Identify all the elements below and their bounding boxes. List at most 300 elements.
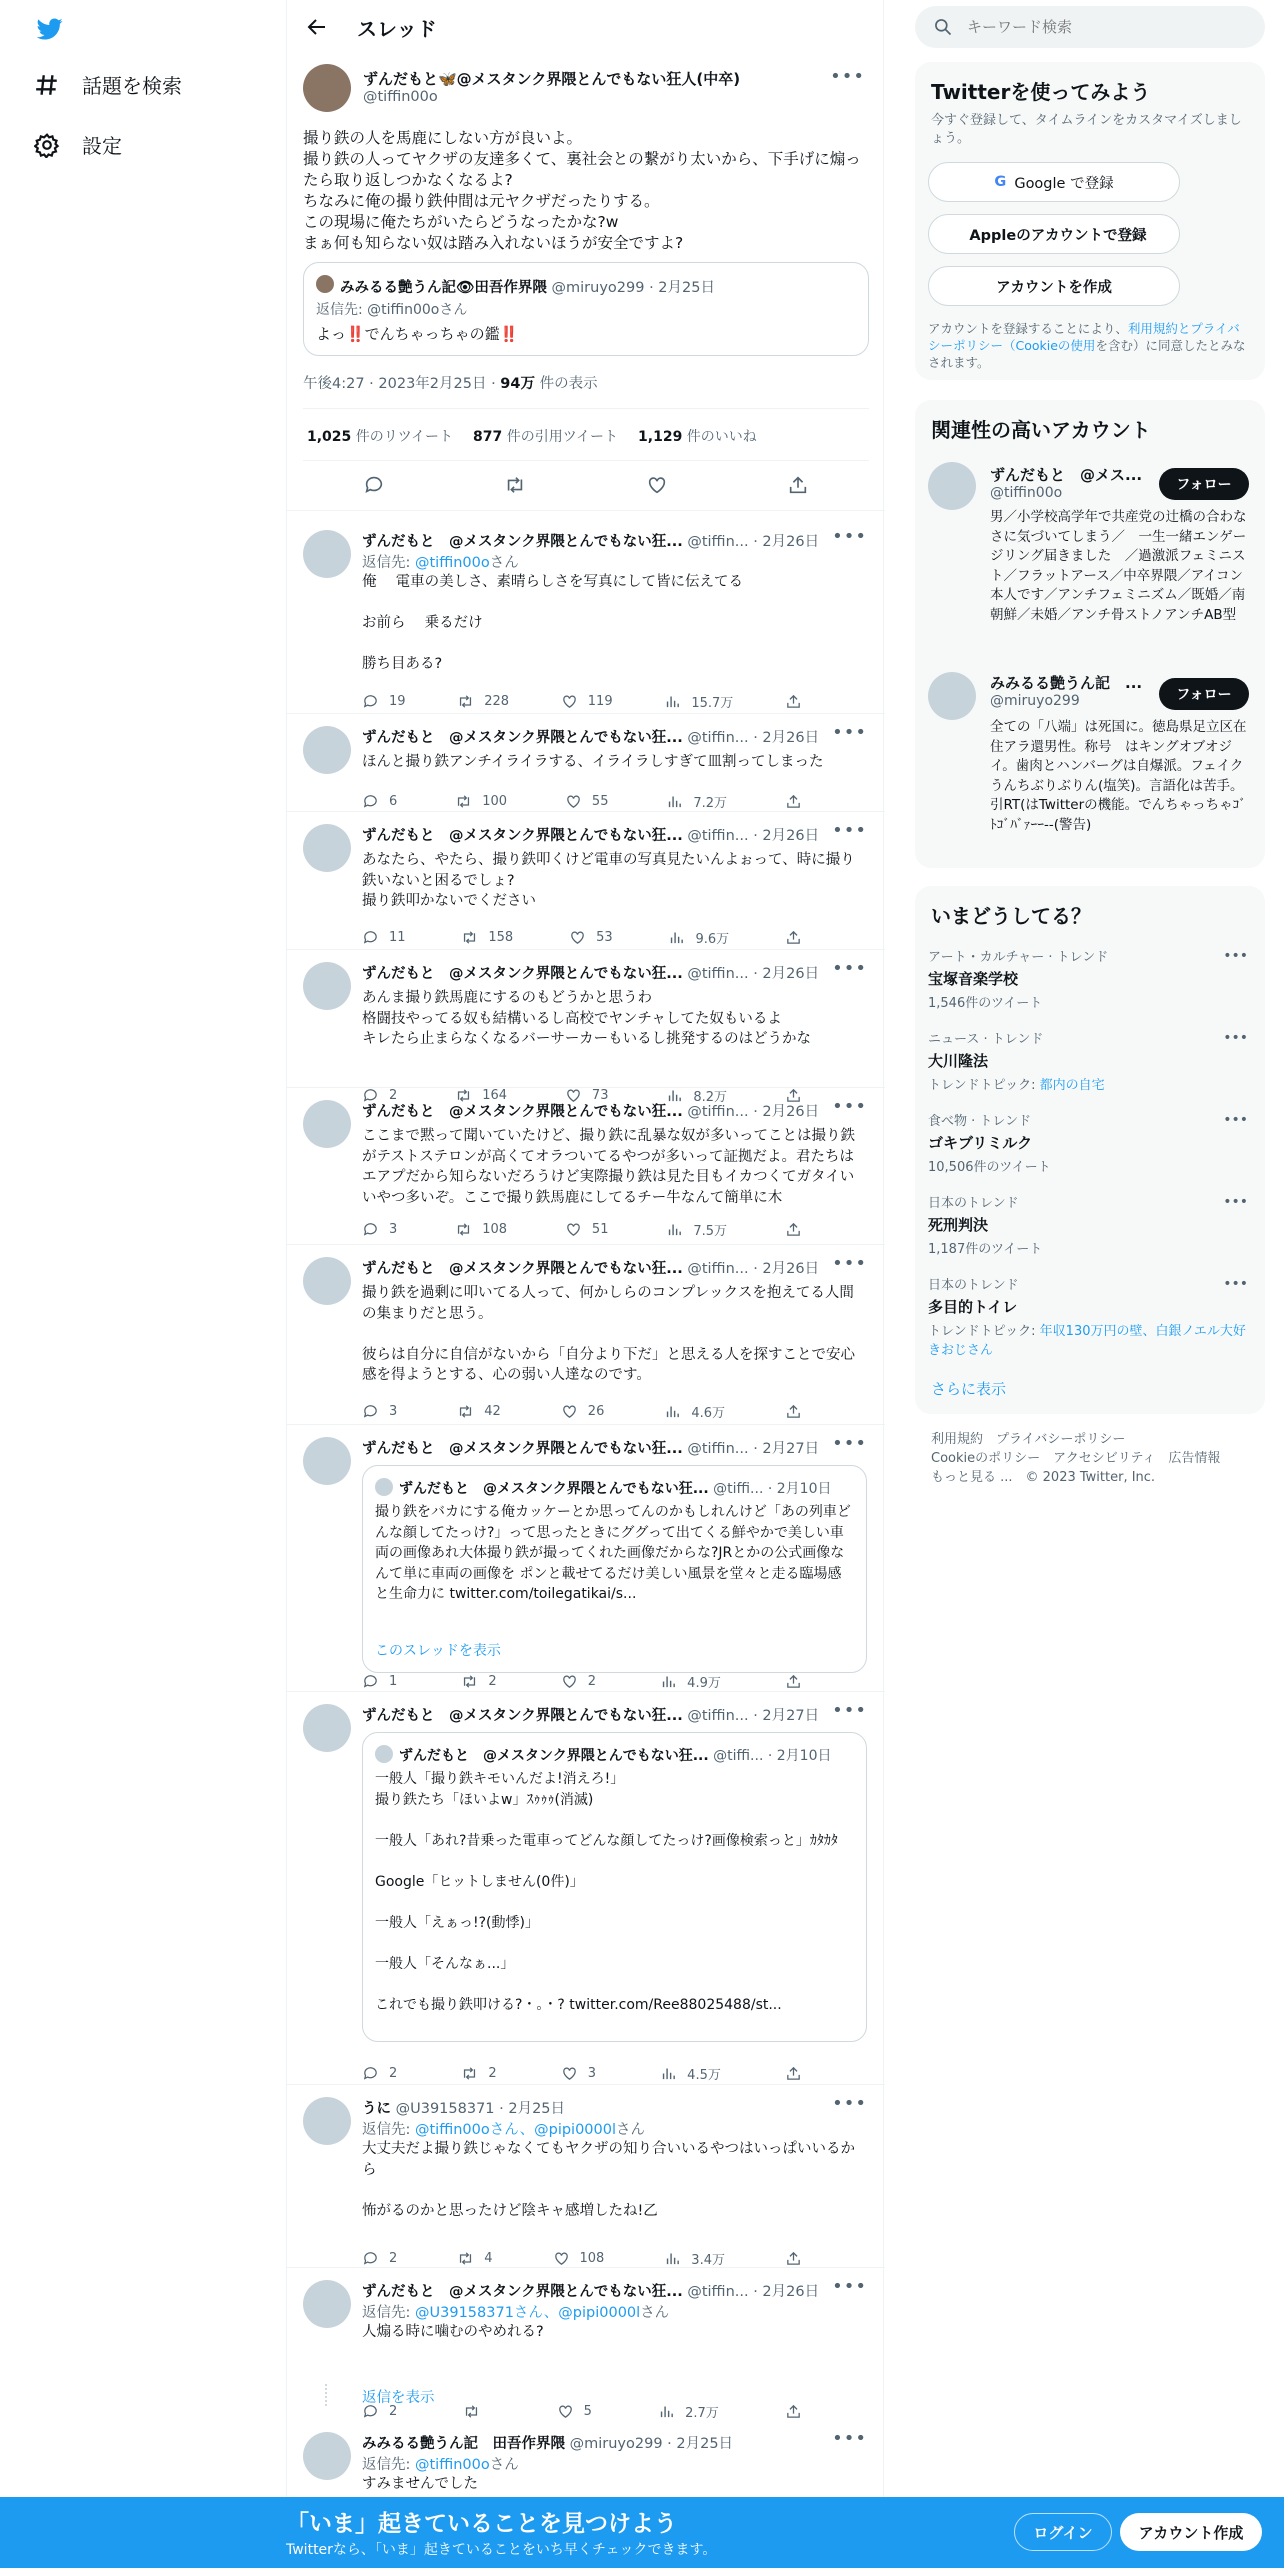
reply-header xyxy=(362,2432,832,2453)
reply-to xyxy=(362,551,519,572)
legal-link[interactable]: 利用規約とプライバシーポリシー（Cookieの使用 xyxy=(928,321,1240,353)
signup-panel xyxy=(915,62,1265,380)
views-icon xyxy=(658,2403,675,2420)
divider xyxy=(303,460,869,461)
more-icon[interactable]: ••• xyxy=(832,1253,867,1274)
retweet-icon[interactable] xyxy=(504,474,526,496)
like-button[interactable] xyxy=(561,2064,596,2083)
signup-button[interactable]: アカウント作成 xyxy=(1120,2513,1262,2551)
avatar[interactable] xyxy=(303,1100,351,1148)
like-button[interactable] xyxy=(561,692,613,711)
reply-count: 2 xyxy=(389,2404,398,2419)
trend-name: ゴキブリミルク xyxy=(928,1134,1033,1152)
signup-legal xyxy=(928,320,1248,371)
like-button[interactable] xyxy=(561,1402,605,1421)
reply-date[interactable]: · 2月26日 xyxy=(753,534,820,550)
trend-meta xyxy=(928,1238,1248,1257)
account-name[interactable]: みみるる艶うん記 ... xyxy=(990,674,1143,692)
like-stat[interactable] xyxy=(638,426,757,446)
avatar[interactable] xyxy=(303,824,351,872)
more-icon[interactable]: ••• xyxy=(832,722,867,743)
more-icon[interactable]: ••• xyxy=(832,958,867,979)
views-icon xyxy=(664,1403,681,1420)
more-icon[interactable]: ••• xyxy=(832,2276,867,2297)
reply-to-prefix: 返信先: xyxy=(362,2305,415,2321)
reply-actions xyxy=(362,928,802,947)
retweet-button[interactable] xyxy=(457,2249,492,2268)
quote-author-handle: @tiffi... xyxy=(713,1748,764,1764)
reply-header xyxy=(362,1704,832,1725)
views-icon xyxy=(660,1673,677,1690)
search-input[interactable] xyxy=(967,18,1247,36)
retweet-count: 2 xyxy=(488,1674,497,1689)
retweet-button[interactable] xyxy=(457,1402,501,1421)
views-count: 4.9万 xyxy=(687,1676,721,1691)
quote-header xyxy=(340,276,715,297)
reply-text: 俺 電車の美しさ、素晴らしさを写真にして皆に伝えてる お前ら 乗るだけ 勝ち目ある? xyxy=(362,574,744,672)
reply-count: 11 xyxy=(389,930,406,945)
avatar[interactable] xyxy=(928,462,976,510)
share-icon xyxy=(785,1403,802,1420)
like-icon[interactable] xyxy=(646,474,668,496)
views-icon xyxy=(664,693,681,710)
reply-author-name[interactable]: ずんだもと @メスタンク界隈とんでもない狂... xyxy=(362,966,683,982)
search-icon xyxy=(933,17,953,37)
tweet-timestamp[interactable] xyxy=(303,372,598,393)
apple-signup-label: Appleのアカウントで登録 xyxy=(969,227,1147,244)
trend-item[interactable] xyxy=(928,1110,1248,1175)
views-button[interactable] xyxy=(664,1402,725,1421)
avatar[interactable] xyxy=(303,2097,351,2145)
trend-item[interactable] xyxy=(928,1028,1248,1093)
more-icon[interactable]: ••• xyxy=(1223,948,1248,964)
trend-item[interactable] xyxy=(928,1192,1248,1257)
share-icon[interactable] xyxy=(787,474,809,496)
quote-date: · 2月25日 xyxy=(649,280,715,296)
views-count: 15.7万 xyxy=(691,696,734,711)
retweet-button[interactable] xyxy=(463,2402,490,2421)
quote-text: よっ‼️でんちゃっちゃの鑑‼️ xyxy=(316,325,519,343)
retweet-icon xyxy=(455,793,472,810)
reply-header xyxy=(362,726,832,747)
reply-author-handle: @tiffin... xyxy=(687,1261,749,1277)
reply-to-link[interactable]: @U39158371さん、@pipi0000l xyxy=(415,2305,641,2321)
trend-meta-text: 1,187件のツイート xyxy=(928,1242,1043,1257)
reply-icon xyxy=(362,929,379,946)
apple-signup-button[interactable] xyxy=(928,214,1180,254)
retweet-count: 158 xyxy=(488,930,514,945)
avatar[interactable] xyxy=(303,1437,351,1485)
reply-button[interactable] xyxy=(362,2249,397,2268)
retweet-label: 件のリツイート xyxy=(351,429,454,445)
more-icon[interactable]: ••• xyxy=(832,1700,867,1721)
reply-to xyxy=(362,2301,669,2322)
like-button[interactable] xyxy=(561,1672,596,1691)
share-button[interactable] xyxy=(785,792,802,811)
quote-avatar xyxy=(375,1478,393,1496)
reply-date[interactable]: · 2月26日 xyxy=(753,966,820,982)
like-count: 5 xyxy=(583,2404,592,2419)
views-button[interactable] xyxy=(658,2402,719,2421)
like-count: 1,129 xyxy=(638,429,683,445)
reply-actions xyxy=(362,692,802,711)
reply-text: ほんと撮り鉄アンチイライラする、イライラしすぎて皿割ってしまった xyxy=(362,754,824,770)
relevant-accounts-panel xyxy=(915,400,1265,868)
reply-tweet[interactable] xyxy=(287,2268,885,2420)
reply-author-handle: @tiffin... xyxy=(687,828,749,844)
reply-button[interactable] xyxy=(362,2064,397,2083)
views-count: 94万 xyxy=(500,376,535,392)
quote-header xyxy=(399,1745,854,1765)
views-icon xyxy=(668,929,685,946)
quote-label: 件の引用ツイート xyxy=(502,429,619,445)
share-icon xyxy=(785,1221,802,1238)
like-count: 26 xyxy=(587,1404,605,1419)
reply-date[interactable]: · 2月26日 xyxy=(753,2284,820,2300)
avatar[interactable] xyxy=(303,530,351,578)
views-button[interactable] xyxy=(666,1220,727,1239)
reply-actions xyxy=(362,1402,802,1421)
reply-button[interactable] xyxy=(362,1672,397,1691)
like-button[interactable] xyxy=(565,1220,609,1239)
trend-name: 死刑判決 xyxy=(928,1216,989,1234)
views-button[interactable] xyxy=(664,2249,725,2268)
like-count: 3 xyxy=(587,2066,597,2081)
reply-text: ここまで黙って聞いていたけど、撮り鉄に乱暴な奴が多いってことは撮り鉄がテストステロンが高くてオラついてるやつが多いって証拠だよ。君たちはエアプだから知らないだろうけど実際撮り鉄は見た目もイカつくてガタイいいやつ多いぞ。ここで撮り鉄馬鹿にしてるチー牛なんて簡単に木 xyxy=(362,1128,855,1206)
like-icon xyxy=(565,793,582,810)
retweet-icon xyxy=(455,1221,472,1238)
like-icon xyxy=(561,1403,578,1420)
avatar[interactable] xyxy=(303,64,351,112)
search-box[interactable] xyxy=(915,6,1265,48)
create-account-label: アカウントを作成 xyxy=(996,279,1112,296)
share-icon xyxy=(785,929,802,946)
share-icon xyxy=(785,693,802,710)
reply-author-name[interactable]: ずんだもと @メスタンク界隈とんでもない狂... xyxy=(362,828,683,844)
thread-line xyxy=(325,2384,327,2406)
reply-count: 1 xyxy=(389,1674,398,1689)
reply-header xyxy=(362,530,832,551)
reply-header xyxy=(362,824,832,845)
more-icon[interactable]: ••• xyxy=(1223,1276,1248,1292)
left-nav xyxy=(0,0,286,2568)
tweet-actions xyxy=(303,474,869,496)
create-account-button[interactable] xyxy=(928,266,1180,306)
footer-line[interactable]: 利用規約 プライバシーポリシー xyxy=(931,1432,1126,1447)
show-more-link[interactable]: さらに表示 xyxy=(931,1380,1007,1398)
quote-author-name: ずんだもと @メスタンク界隈とんでもない狂... xyxy=(399,1481,709,1497)
show-replies-link[interactable]: 返信を表示 xyxy=(362,2390,435,2406)
reply-to xyxy=(362,2453,519,2474)
show-thread-link[interactable]: このスレッドを表示 xyxy=(375,1643,501,1659)
views-icon xyxy=(664,2250,681,2267)
reply-icon xyxy=(362,2250,379,2267)
quote-stat[interactable] xyxy=(473,426,618,446)
reply-actions xyxy=(362,1672,802,1691)
follow-button[interactable]: フォロー xyxy=(1159,468,1249,500)
trend-topic-link[interactable]: 都内の自宅 xyxy=(1039,1078,1105,1093)
avatar[interactable] xyxy=(303,962,351,1010)
trend-name: 宝塚音楽学校 xyxy=(928,970,1019,988)
reply-actions xyxy=(362,1220,802,1239)
reply-author-handle: @tiffin... xyxy=(687,2284,749,2300)
retweet-count: 108 xyxy=(482,1222,508,1237)
reply-tweet[interactable] xyxy=(287,1088,885,1245)
reply-date[interactable]: · 2月27日 xyxy=(753,1441,820,1457)
reply-date[interactable]: · 2月26日 xyxy=(753,828,820,844)
trend-topic-link[interactable]: 年収130万円の壁、白銀ノエル大好きおじさん xyxy=(928,1324,1246,1358)
retweet-button[interactable] xyxy=(455,1220,507,1239)
views-count: 7.2万 xyxy=(693,796,728,811)
more-icon[interactable]: ••• xyxy=(830,66,865,87)
retweet-button[interactable] xyxy=(455,792,507,811)
thread-header xyxy=(287,0,885,54)
retweet-icon xyxy=(457,693,474,710)
reply-button[interactable] xyxy=(362,1220,397,1239)
views-label: 件の表示 xyxy=(534,376,598,392)
retweet-icon xyxy=(461,1673,478,1690)
reply-date[interactable]: · 2月25日 xyxy=(499,2101,566,2117)
nav-settings-label: 設定 xyxy=(82,134,122,158)
relevant-title: 関連性の高いアカウント xyxy=(931,418,1151,442)
account-bio: 男／小学校高学年で共産党の辻橋の合わなさに気づいてしまう／ 一生一緒エンゲージリング届きました ／過激派フェミニスト／フラットアース／中卒界隈／アイコン本人です／アンチフェミニズム／既婚／南朝鮮／未婚／アンチ骨ストノアンチAB型 xyxy=(990,509,1247,623)
reply-actions xyxy=(362,2249,802,2268)
nav-explore[interactable] xyxy=(34,70,182,99)
like-count: 108 xyxy=(579,2251,605,2266)
reply-author-name[interactable]: ずんだもと @メスタンク界隈とんでもない狂... xyxy=(362,1441,683,1457)
retweet-icon xyxy=(463,2403,480,2420)
reply-author-name[interactable]: ずんだもと @メスタンク界隈とんでもない狂... xyxy=(362,730,683,746)
retweet-button[interactable] xyxy=(457,692,509,711)
views-button[interactable] xyxy=(668,928,729,947)
divider xyxy=(303,408,869,409)
account-name[interactable]: ずんだもと @メス... xyxy=(990,466,1143,484)
legal-text: アカウントを登録することにより、 xyxy=(928,321,1128,336)
reply-header xyxy=(362,2097,832,2118)
reply-header xyxy=(362,1257,832,1278)
back-arrow-icon[interactable] xyxy=(305,15,329,39)
quote-text: 一般人「撮り鉄キモいんだよ!消えろ!」 撮り鉄たち「ほいよw」ｽｩｩｩ(消滅) 一般人「あれ?昔乗った電車ってどんな顔してたっけ?画像検索っと」ｶﾀｶﾀ Google「ヒットしません(0件)」 一般人「えぁっ!?(動悸)」 一般人「そんなぁ...」 これでも撮り鉄叩ける?・。・? twitter.com/Ree88025488/st... xyxy=(375,1771,838,2013)
like-button[interactable] xyxy=(553,2249,605,2268)
views-button[interactable] xyxy=(664,692,733,711)
signup-title: Twitterを使ってみよう xyxy=(931,80,1151,104)
reply-tweet[interactable] xyxy=(287,1245,885,1425)
reply-icon[interactable] xyxy=(363,474,385,496)
google-signup-label: Google で登録 xyxy=(1014,175,1114,192)
like-button[interactable] xyxy=(565,792,609,811)
share-button[interactable] xyxy=(785,2402,802,2421)
trend-item[interactable] xyxy=(928,1274,1248,1358)
more-icon[interactable]: ••• xyxy=(832,1096,867,1117)
reply-tweet[interactable] xyxy=(287,2085,885,2268)
reply-author-handle: @U39158371 xyxy=(395,2101,495,2117)
share-button[interactable] xyxy=(785,1220,802,1239)
trend-meta xyxy=(928,992,1248,1011)
views-button[interactable] xyxy=(666,792,727,811)
retweet-button[interactable] xyxy=(461,1672,496,1691)
reply-tweet[interactable] xyxy=(287,1692,885,2085)
retweet-count: 2 xyxy=(488,2066,497,2081)
trend-item[interactable] xyxy=(928,946,1248,1011)
reply-to-suffix: さん xyxy=(489,2457,519,2473)
like-icon xyxy=(565,1221,582,1238)
share-icon xyxy=(785,793,802,810)
quote-tweet[interactable] xyxy=(362,1465,867,1673)
avatar[interactable] xyxy=(303,1704,351,1752)
views-count: 4.6万 xyxy=(691,1406,726,1421)
trend-meta-text: トレンドトピック: xyxy=(928,1078,1040,1093)
reply-text: すみませんでした xyxy=(362,2476,478,2492)
views-count: 9.6万 xyxy=(695,932,730,947)
reply-count: 2 xyxy=(389,2251,398,2266)
reply-text: 撮り鉄を過剰に叩いてる人って、何かしらのコンプレックスを抱えてる人間の集まりだと思う。 彼らは自分に自信がないから「自分より下だ」と思える人を探すことで安心感を得ようとする、心の弱い人達なのです。 xyxy=(362,1285,855,1383)
twitter-logo-icon[interactable] xyxy=(34,16,66,42)
reply-author-name[interactable]: ずんだもと @メスタンク界隈とんでもない狂... xyxy=(362,534,683,550)
more-icon[interactable]: ••• xyxy=(832,2428,867,2449)
trend-category: 食べ物 · トレンド xyxy=(928,1114,1032,1129)
views-button[interactable] xyxy=(660,1672,721,1691)
reply-author-handle: @tiffin... xyxy=(687,534,749,550)
like-icon xyxy=(569,929,586,946)
reply-tweet[interactable] xyxy=(287,950,885,1105)
account-handle: @tiffin00o xyxy=(990,485,1063,501)
account-bio: 全ての「八端」は死国に。徳島県足立区在住アラ還男性。称号 はキングオブオジイ。歯肉とハンバーグは自爆派。フェイクうんちぶりぶりん(塩笑)。言語化は苦手。引RT(はTwitterの機能。でんちゃっちゃｺﾞﾄｺﾞﾊﾞｧｰｰ--(警告) xyxy=(990,719,1247,833)
reply-author-handle: @tiffin... xyxy=(687,730,749,746)
share-button[interactable] xyxy=(785,2064,802,2083)
reply-date[interactable]: · 2月26日 xyxy=(753,1104,820,1120)
trends-panel xyxy=(915,886,1265,1414)
reply-icon xyxy=(362,1221,379,1238)
reply-text: 大丈夫だよ撮り鉄じゃなくてもヤクザの知り合いいるやつはいっぱいいるから 怖がるのかと思ったけど陰キャ感増したね!乙 xyxy=(362,2141,855,2219)
login-button[interactable]: ログイン xyxy=(1014,2513,1112,2551)
retweet-count: 4 xyxy=(484,2251,493,2266)
reply-date[interactable]: · 2月26日 xyxy=(753,1261,820,1277)
retweet-icon xyxy=(457,2250,474,2267)
reply-to-prefix: 返信先: xyxy=(362,2122,415,2138)
footer-line[interactable]: Cookieのポリシー アクセシビリティ 広告情報 xyxy=(931,1451,1221,1466)
avatar[interactable] xyxy=(303,726,351,774)
like-icon xyxy=(561,2065,578,2082)
retweet-count: 228 xyxy=(484,694,510,709)
views-icon xyxy=(660,2065,677,2082)
reply-author-name[interactable]: ずんだもと @メスタンク界隈とんでもない狂... xyxy=(362,1708,683,1724)
more-icon[interactable]: ••• xyxy=(832,820,867,841)
retweet-stat[interactable] xyxy=(307,426,453,446)
more-icon[interactable]: ••• xyxy=(1223,1194,1248,1210)
reply-to-suffix: さん xyxy=(640,2305,670,2321)
trend-name: 大川隆法 xyxy=(928,1052,989,1070)
reply-text: 人煽る時に噛むのやめれる? xyxy=(362,2324,544,2340)
reply-date[interactable]: · 2月26日 xyxy=(753,730,820,746)
reply-date[interactable]: · 2月27日 xyxy=(753,1708,820,1724)
reply-to-link[interactable]: @tiffin00o xyxy=(415,2457,490,2473)
trend-name: 多目的トイレ xyxy=(928,1298,1018,1316)
views-count: 4.5万 xyxy=(687,2068,721,2083)
trend-meta-text: 1,546件のツイート xyxy=(928,996,1043,1011)
trend-category: 日本のトレンド xyxy=(928,1196,1019,1211)
retweet-button[interactable] xyxy=(461,2064,496,2083)
google-signup-button[interactable] xyxy=(928,162,1180,202)
nav-settings[interactable] xyxy=(34,130,122,159)
follow-button[interactable]: フォロー xyxy=(1159,678,1249,710)
share-button[interactable] xyxy=(785,1672,802,1691)
reply-author-name[interactable]: みみるる艶うん記 田吾作界隈 xyxy=(362,2436,565,2452)
reply-button[interactable] xyxy=(362,1402,397,1421)
retweet-count: 1,025 xyxy=(307,429,352,445)
footer-line[interactable]: もっと見る ... © 2023 Twitter, Inc. xyxy=(931,1470,1156,1485)
more-icon[interactable]: ••• xyxy=(1223,1030,1248,1046)
views-count: 8.2万 xyxy=(693,1090,728,1105)
author-handle[interactable]: @tiffin00o xyxy=(363,89,438,105)
reply-tweet[interactable] xyxy=(287,518,885,714)
share-button[interactable] xyxy=(785,1402,802,1421)
share-button[interactable] xyxy=(785,2249,802,2268)
avatar[interactable] xyxy=(303,1257,351,1305)
reply-tweet[interactable] xyxy=(287,1425,885,1692)
reply-button[interactable] xyxy=(362,928,406,947)
trend-meta xyxy=(928,1320,1248,1358)
google-icon: G xyxy=(994,174,1007,190)
avatar[interactable] xyxy=(928,672,976,720)
quote-author-name: みみるる艶うん記👁田吾作界隈 xyxy=(340,280,547,296)
avatar[interactable] xyxy=(303,2280,351,2328)
views-count: 3.4万 xyxy=(691,2253,725,2268)
like-count: 55 xyxy=(591,794,609,809)
more-icon[interactable]: ••• xyxy=(832,2093,867,2114)
reply-tweet[interactable] xyxy=(287,812,885,950)
views-count: 2.7万 xyxy=(685,2406,719,2421)
reply-to-suffix: さん xyxy=(616,2122,646,2138)
views-button[interactable] xyxy=(660,2064,721,2083)
retweet-button[interactable] xyxy=(461,928,513,947)
bottom-subtitle: Twitterなら、「いま」起きていることをいち早くチェックできます。 xyxy=(286,2542,717,2558)
reply-to xyxy=(362,2118,645,2139)
reply-author-handle: @miruyo299 xyxy=(569,2436,663,2452)
retweet-count: 100 xyxy=(482,794,508,809)
reply-actions xyxy=(362,2064,802,2083)
reply-to-prefix: 返信先: xyxy=(362,555,415,571)
reply-tweet[interactable] xyxy=(287,714,885,812)
reply-date[interactable]: · 2月25日 xyxy=(667,2436,734,2452)
more-icon[interactable]: ••• xyxy=(832,1433,867,1454)
reply-button[interactable] xyxy=(362,692,406,711)
author-name[interactable]: ずんだもと🦋@メスタンク界隈とんでもない狂人(中卒) xyxy=(363,70,741,88)
more-icon[interactable]: ••• xyxy=(1223,1112,1248,1128)
reply-author-name[interactable]: ずんだもと @メスタンク界隈とんでもない狂... xyxy=(362,1104,683,1120)
reply-button[interactable] xyxy=(362,792,397,811)
avatar[interactable] xyxy=(303,2432,351,2480)
quote-tweet[interactable] xyxy=(362,1732,867,2042)
signup-subtitle: 今すぐ登録して、タイムラインをカスタマイズしましょう。 xyxy=(931,113,1242,146)
like-button[interactable] xyxy=(569,928,613,947)
quote-tweet[interactable] xyxy=(303,262,869,356)
divider xyxy=(287,510,885,511)
share-button[interactable] xyxy=(785,692,802,711)
share-button[interactable] xyxy=(785,928,802,947)
reply-to-link[interactable]: @tiffin00oさん、@pipi0000l xyxy=(415,2122,617,2138)
reply-author-handle: @tiffin... xyxy=(687,1441,749,1457)
quote-header xyxy=(399,1478,854,1498)
reply-author-name[interactable]: ずんだもと @メスタンク界隈とんでもない狂... xyxy=(362,2284,683,2300)
reply-author-handle: @tiffin... xyxy=(687,966,749,982)
reply-author-name[interactable]: ずんだもと @メスタンク界隈とんでもない狂... xyxy=(362,1261,683,1277)
reply-author-name[interactable]: うに xyxy=(362,2101,391,2117)
reply-actions xyxy=(362,792,802,811)
reply-to-link[interactable]: @tiffin00o xyxy=(415,555,490,571)
like-button[interactable] xyxy=(557,2402,592,2421)
more-icon[interactable]: ••• xyxy=(832,526,867,547)
quote-text: 撮り鉄をバカにする俺カッケーとか思ってんのかもしれんけど「あの列車どんな顔してたっけ?」って思ったときにググって出てくる鮮やかで美しい車両の画像あれ大体撮り鉄が撮ってくれた画像だからな?JRとかの公式画像なんて単に車両の画像を ポンと載せてるだけ美しい風景を堂々と走る臨場感と生命力に twitter.com/toilegatikai/s... xyxy=(375,1504,851,1602)
